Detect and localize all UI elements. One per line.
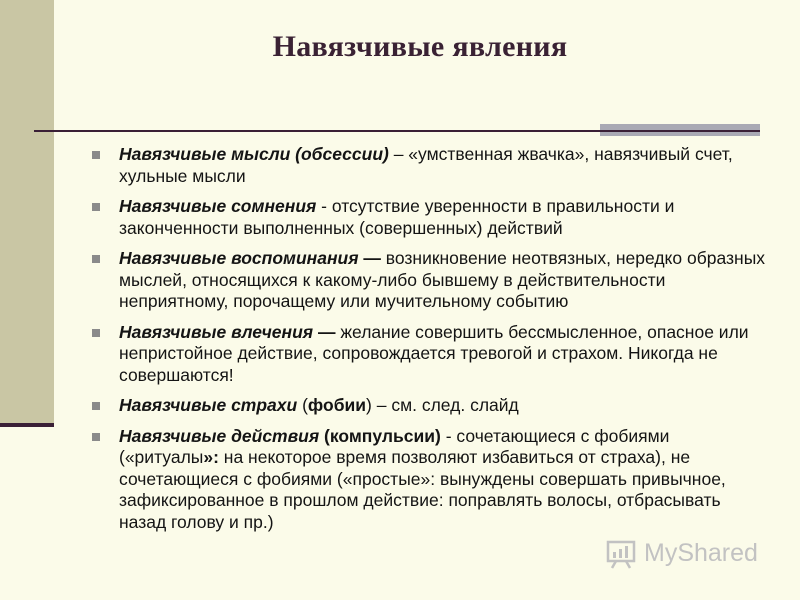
item-bold: фобии	[307, 395, 367, 415]
list-item-compulsions	[92, 426, 772, 534]
item-term: Навязчивые мысли (обсессии)	[119, 144, 389, 164]
list-item-obsessions	[92, 144, 772, 187]
bullet-icon	[92, 329, 100, 337]
item-text: желание совершить бессмысленное, опасное или непристойное действие, сопровождается тревогой и страхом. Никогда не совершаются!	[119, 321, 749, 385]
item-bold-2: »:	[203, 447, 219, 467]
title-rule	[34, 130, 760, 132]
bullet-list	[92, 144, 772, 542]
item-text: ) – см. след. слайд	[366, 395, 519, 415]
item-text: – «умственная жвачка», навязчивый счет, хульные мысли	[119, 144, 733, 186]
item-text: возникновение неотвязных, нередко образных мыслей, относящихся к какому-либо бывшему в действительности неприятному, порочащему или мучительному событию	[119, 248, 766, 311]
item-term: Навязчивые влечения	[119, 321, 314, 342]
watermark-brand: MyShared	[644, 539, 758, 567]
list-item-fears	[92, 395, 772, 417]
item-term: Навязчивые воспоминания	[119, 248, 359, 268]
list-item-urges	[92, 322, 772, 387]
item-bold: (компульсии)	[319, 425, 441, 446]
bullet-icon	[92, 151, 100, 159]
side-decor-line	[0, 423, 54, 427]
item-term: Навязчивые сомнения	[119, 196, 317, 216]
side-decor-bar	[0, 0, 54, 427]
watermark	[606, 537, 766, 569]
bullet-icon	[92, 203, 100, 211]
item-text: - отсутствие уверенности в правильности и законченности выполненных (совершенных) действий	[119, 196, 675, 238]
item-term: Навязчивые действия	[119, 425, 320, 446]
item-text: - сочетающиеся с фобиями («ритуалы	[119, 425, 670, 467]
bullet-icon	[92, 402, 100, 410]
list-item-memories	[92, 248, 772, 313]
item-dash: —	[358, 248, 386, 268]
bullet-icon	[92, 433, 100, 441]
item-text-2: на некоторое время позволяют избавиться от страха), не сочетающиеся с фобиями («простые»: вынуждены совершать привычное, зафиксированное в прошлом действие: поправлять волосы, отбрасывать назад голову и пр.)	[119, 447, 726, 532]
presentation-chart-icon	[606, 539, 638, 569]
bullet-icon	[92, 255, 100, 263]
item-paren-open: (	[297, 395, 308, 415]
list-item-doubts	[92, 196, 772, 239]
item-term: Навязчивые страхи	[119, 395, 298, 415]
slide-title: Навязчивые явления	[272, 30, 568, 63]
item-dash: —	[313, 321, 341, 342]
